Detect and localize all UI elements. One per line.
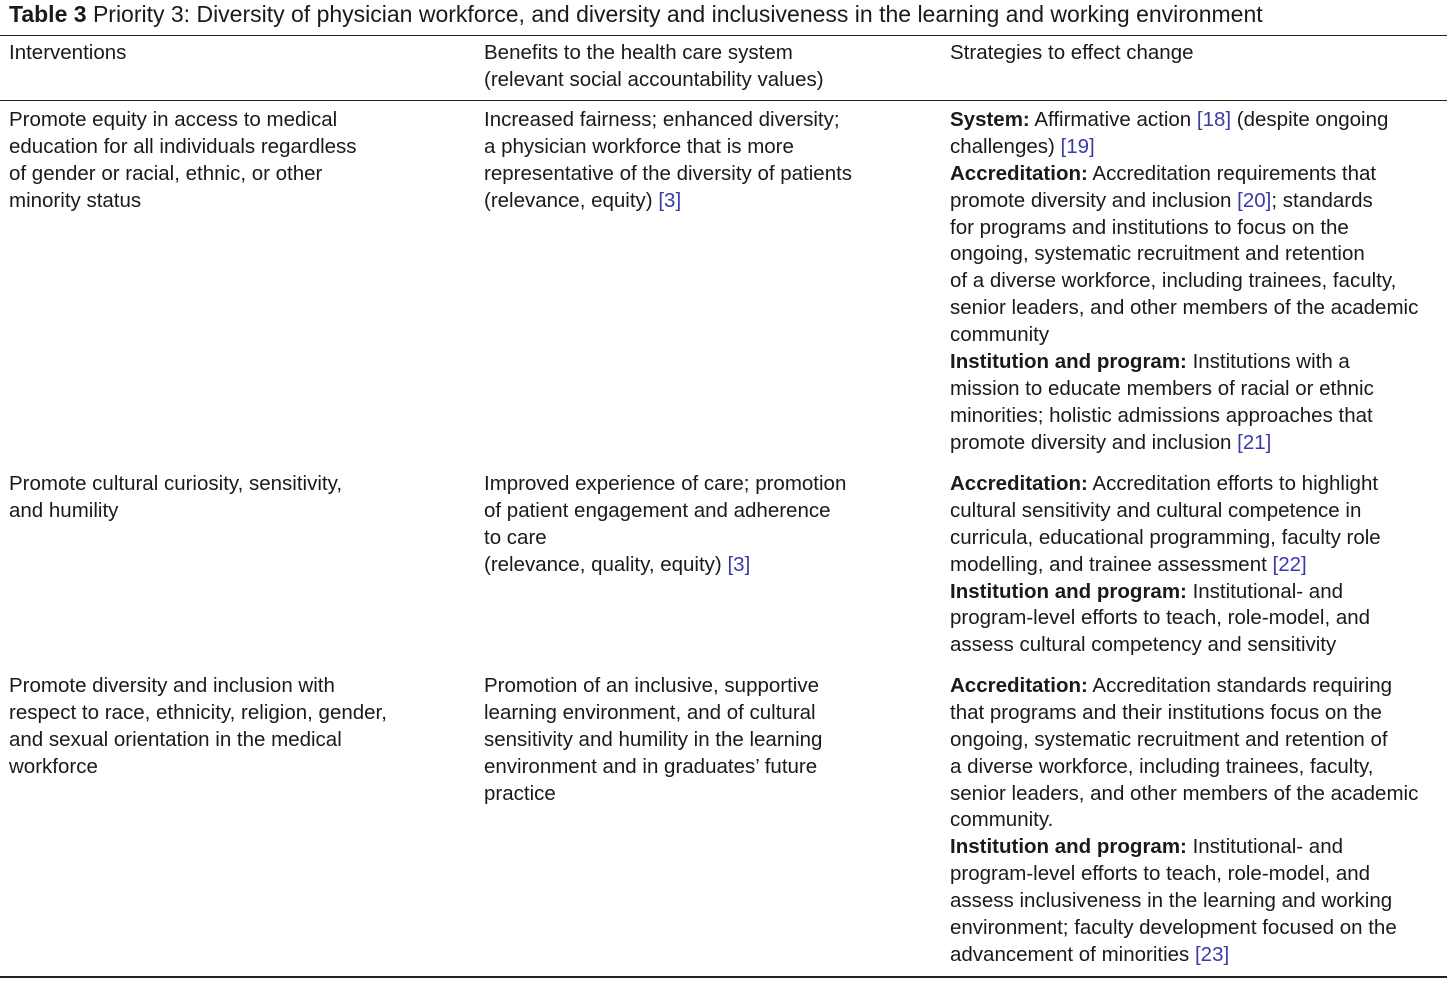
row2-benefits: Improved experience of care; promotion of patient engagement and adherence to care (relevance, quality, equity) [3]	[484, 472, 847, 576]
table-bottom-rule	[0, 976, 1447, 978]
row1-strategies: System: Affirmative action [18] (despite ongoing challenges) [19] Accreditation: Accreditation requirements that promote diversity and inclusion [20]; standards for programs and institutions to focus on the ongoing, systematic recruitment and retention of a diverse workforce, including trainees, faculty, senior leaders, and other members of the academic community Institution and program: Institutions with a mission to educate members of racial or ethnic minorities; holistic admissions approaches that promote diversity and inclusion [21]	[950, 108, 1419, 454]
strategy-heading: Institution and program:	[950, 579, 1187, 603]
citation-link[interactable]: [21]	[1237, 430, 1272, 454]
table-caption	[9, 0, 1263, 28]
row2-strategies: Accreditation: Accreditation efforts to highlight cultural sensitivity and cultural competence in curricula, educational programming, faculty role modelling, and trainee assessment [22] Institution and program: Institutional- and program-level efforts to teach, role-model, and assess cultural competency and sensitivity	[950, 472, 1381, 657]
strategy-heading: Accreditation:	[950, 161, 1088, 185]
row2-intervention: Promote cultural curiosity, sensitivity, and humility	[9, 472, 343, 522]
citation-link[interactable]: [3]	[658, 188, 682, 212]
strategy-heading: Institution and program:	[950, 350, 1187, 374]
citation-link[interactable]: [3]	[727, 552, 751, 576]
header-interventions: Interventions	[9, 41, 127, 64]
header-rule	[0, 100, 1447, 101]
row1-benefits: Increased fairness; enhanced diversity; a physician workforce that is more representative of the diversity of patients (relevance, equity) [3]	[484, 108, 853, 212]
citation-link[interactable]: [20]	[1237, 188, 1272, 212]
strategy-heading: Accreditation:	[950, 674, 1088, 697]
citation-link[interactable]: [19]	[1060, 134, 1095, 158]
table-label: Table 3	[9, 1, 87, 27]
row3-benefits: Promotion of an inclusive, supportive learning environment, and of cultural sensitivity and humility in the learning environment and in graduates’ future practice	[484, 674, 823, 805]
citation-link[interactable]: [23]	[1194, 942, 1230, 966]
table-title: Priority 3: Diversity of physician workforce, and diversity and inclusiveness in the learning and working environment	[92, 1, 1263, 27]
row3-intervention: Promote diversity and inclusion with respect to race, ethnicity, religion, gender, and sexual orientation in the medical workforce	[9, 674, 387, 778]
header-benefits: Benefits to the health care system (relevant social accountability values)	[484, 41, 824, 91]
strategy-heading: Institution and program:	[950, 835, 1187, 859]
row1-intervention: Promote equity in access to medical education for all individuals regardless of gender or racial, ethnic, or other minority status	[9, 108, 357, 212]
table-top-rule	[0, 35, 1447, 36]
row3-strategies: Accreditation: Accreditation standards requiring that programs and their institutions focus on the ongoing, systematic recruitment and retention of a diverse workforce, including trainees, faculty, senior leaders, and other members of the academic community. Institution and program: Institutional- and program-level efforts to teach, role-model, and assess inclusiveness in the learning and working environment; faculty development focused on the advancement of minorities [23]	[950, 674, 1419, 966]
citation-link[interactable]: [18]	[1196, 108, 1232, 131]
strategy-heading: Accreditation:	[950, 472, 1088, 495]
strategy-heading: System:	[950, 108, 1030, 131]
header-strategies: Strategies to effect change	[950, 41, 1194, 64]
citation-link[interactable]: [22]	[1272, 552, 1307, 576]
